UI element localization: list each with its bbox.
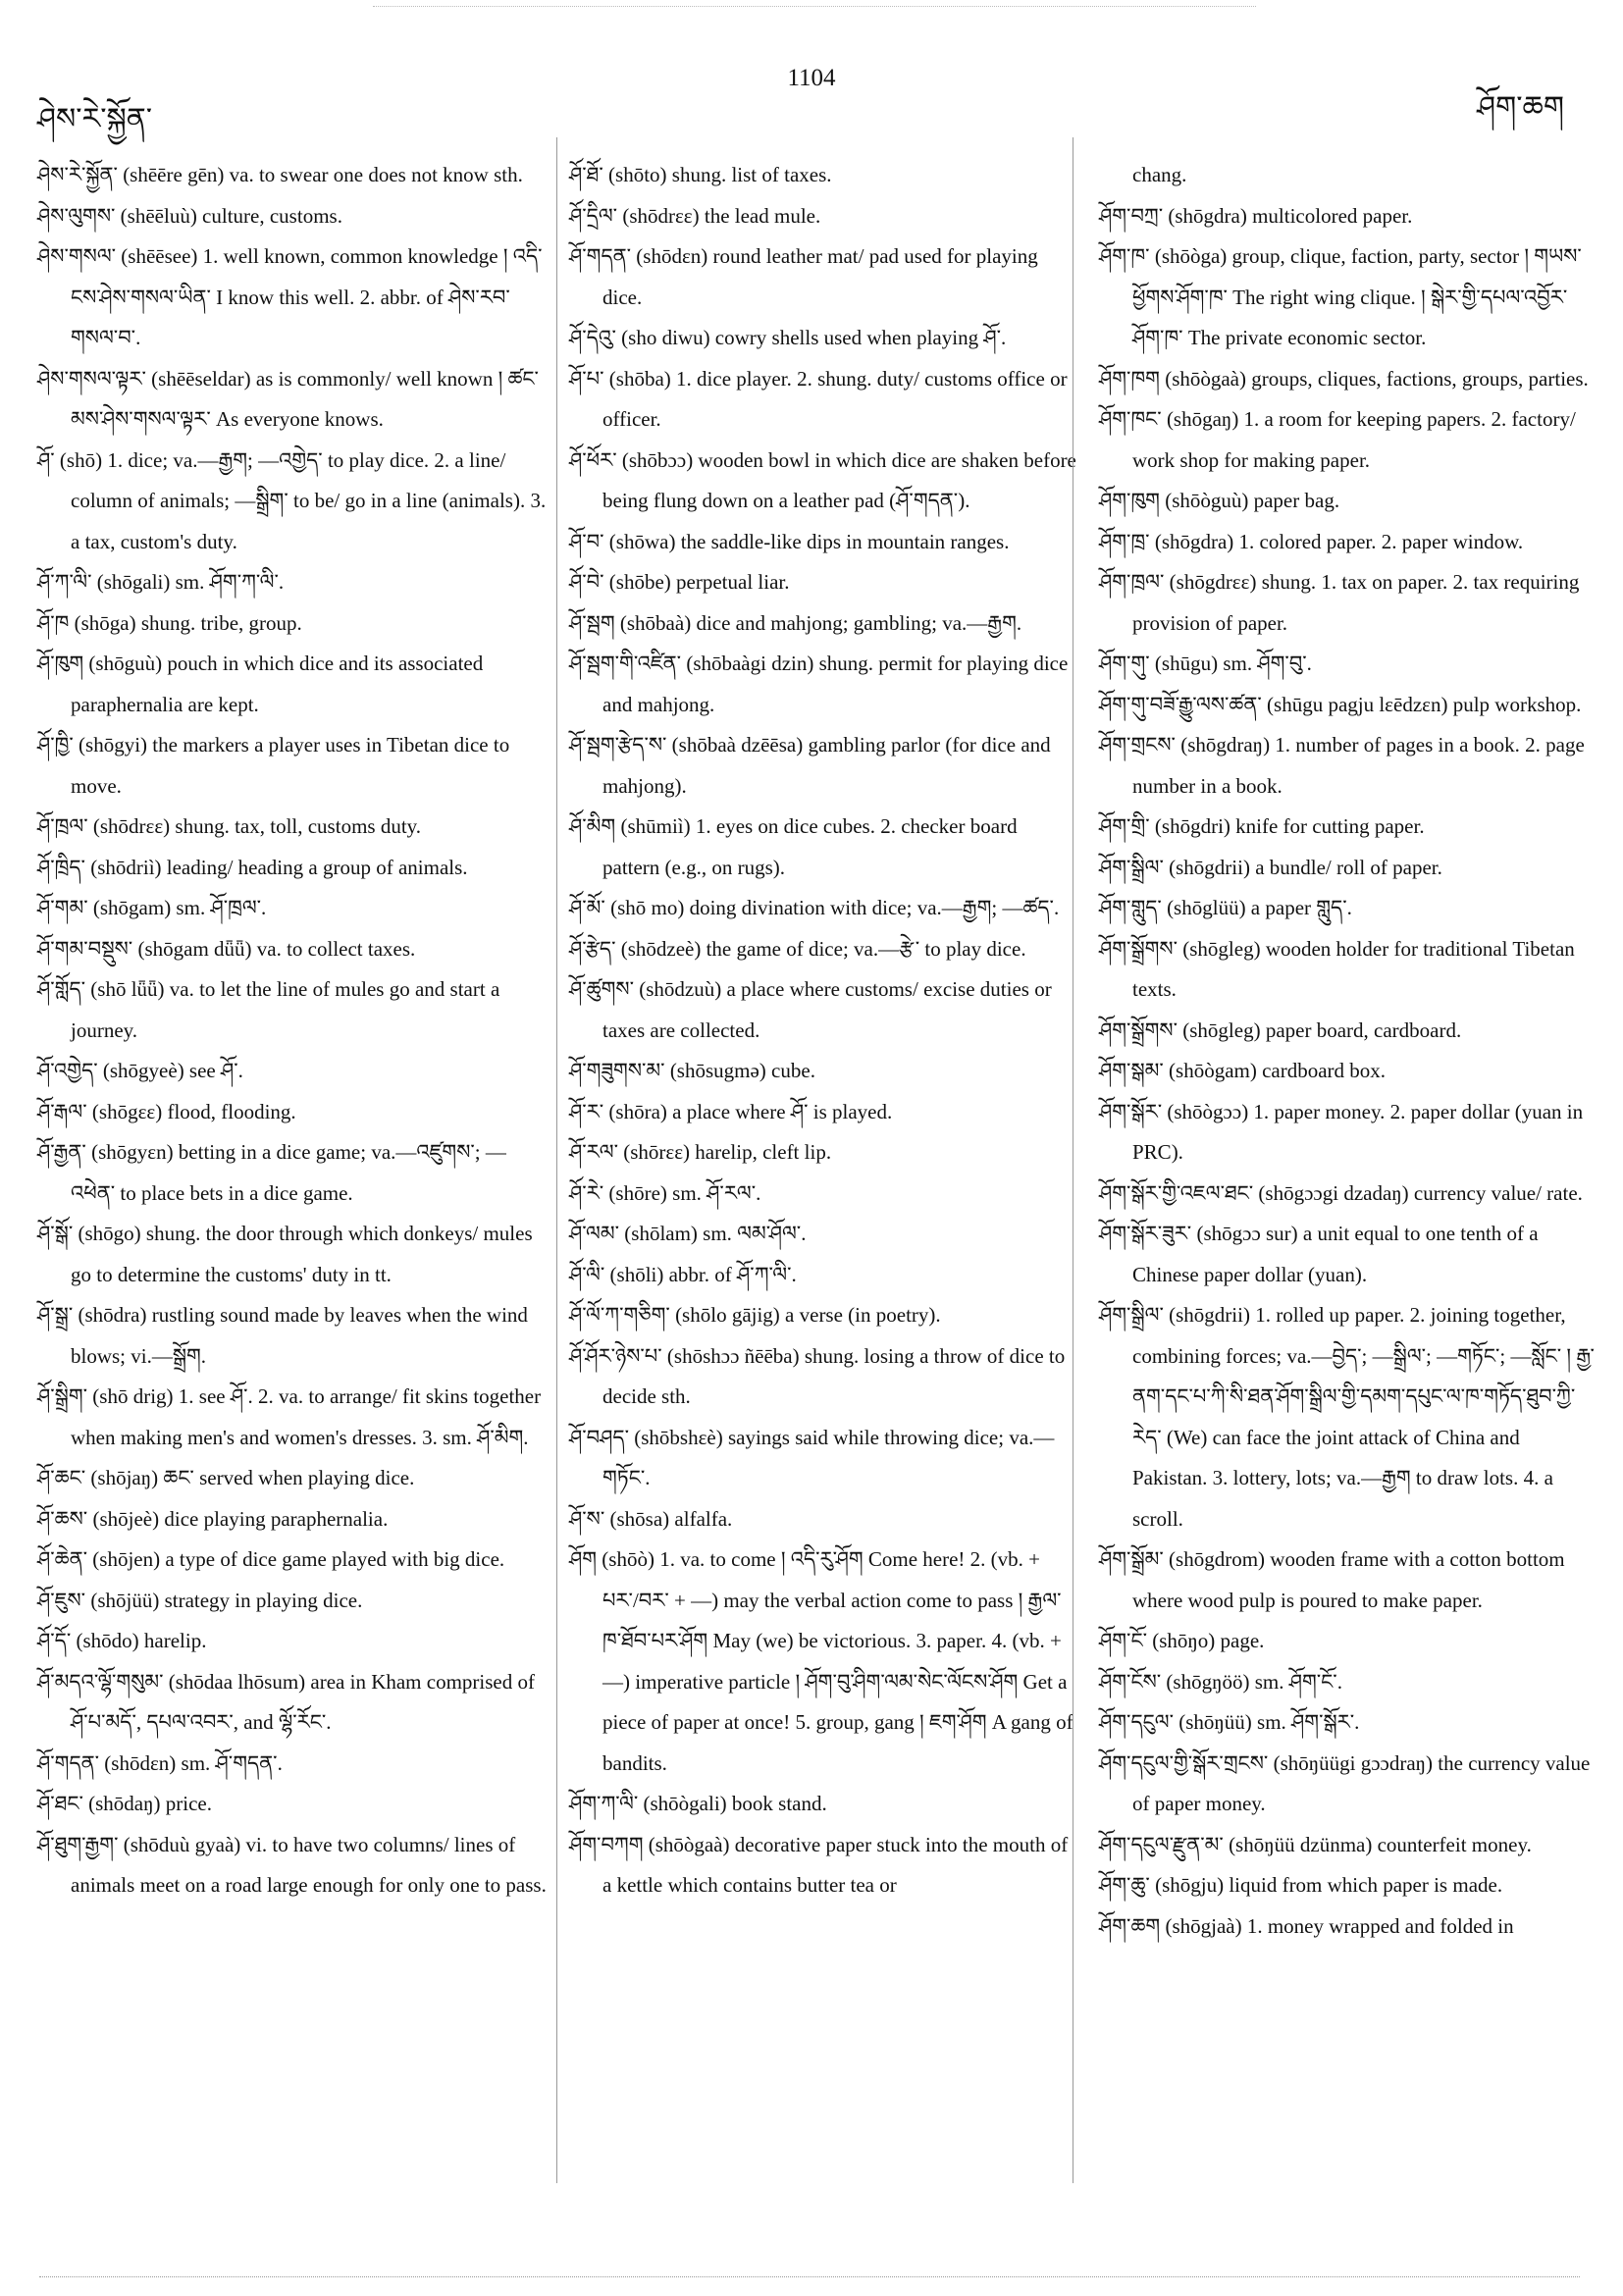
dictionary-entry: ཤོག་སྒོར་ཟུར་ (shōgɔɔ sur) a unit equal to one tenth of a Chinese paper dollar (yuan). [1099, 1222, 1539, 1286]
dictionary-entry: ཤོག་བཀྲ་ (shōgdra) multicolored paper. [1099, 203, 1413, 228]
bottom-edge-line [39, 2276, 1580, 2277]
dictionary-entry: ཤོག་དངུལ་རྫུན་མ་ (shōŋüü dzünma) counterfeit money. [1099, 1832, 1532, 1856]
dictionary-entry: ཤོ་ཁུག (shōguù) pouch in which dice and its associated paraphernalia are kept. [37, 652, 484, 716]
dictionary-entry: ཤོ་ཁྲིད་ (shōdriì) leading/ heading a group of animals. [37, 855, 468, 879]
dictionary-entry: ཤོག་སྒོར་ (shōògɔɔ) 1. paper money. 2. paper dollar (yuan in PRC). [1099, 1099, 1584, 1164]
dictionary-entry: ཤོག་ཁུག (shōòguù) paper bag. [1099, 489, 1340, 512]
dictionary-entry: ཤོ་ཆས་ (shōjeè) dice playing paraphernalia. [37, 1506, 389, 1531]
dictionary-entry: ཤོག་སྒྲོགས་ (shōgleg) wooden holder for traditional Tibetan texts. [1099, 936, 1575, 1001]
dictionary-entry: ཤོ་རེ་ (shōre) sm. ཤོ་རལ་. [569, 1180, 761, 1205]
dictionary-entry: ཤོག་ཆག (shōgjaà) 1. money wrapped and folded in [1099, 1913, 1514, 1938]
running-head-left: ཤེས་རེ་སྐྱོན་ [37, 103, 153, 135]
dictionary-entry: ཤོ་རལ་ (shōrɛɛ) harelip, cleft lip. [569, 1140, 832, 1164]
column-1 [37, 155, 548, 1906]
dictionary-entry: ཤོག་སྒྲིལ་ (shōgdrii) 1. rolled up paper. 2. joining together, combining forces; va.—བྱེད་; —སྒྲིལ་; —གཏོང་; —སློང་ ། རྒྱ་ནག་དང་པ་ཀི་སི་ཐན་ཤོག་སྒྲིལ་གྱི་དམག་དཔུང་ལ་ཁ་གཏོད་ཐུབ་ཀྱི་རེད་ (We) can face the joint attack of China and Pakistan. 3. lottery, lots; va.—རྒྱག to draw lots. 4. a scroll. [1099, 1303, 1595, 1531]
dictionary-entry: ཤོག་དངུལ་གྱི་སྒོར་གྲངས་ (shōŋüügi gɔɔdraŋ) the currency value of paper money. [1099, 1750, 1591, 1815]
dictionary-entry: ཤོ་སྒྲ་ (shōdra) rustling sound made by leaves when the wind blows; vi.—སྒྲོག. [37, 1303, 528, 1368]
dictionary-entry: ཤོ་ལི་ (shōli) abbr. of ཤོ་ཀ་ལི་. [569, 1262, 797, 1286]
dictionary-entry: ཤོ་ར་ (shōra) a place where ཤོ་ is played. [569, 1099, 893, 1123]
dictionary-entry: ཤོག་ཀ་ལི་ (shōògali) book stand. [569, 1792, 827, 1815]
dictionary-entry: ཤོག་ཁག (shōògaà) groups, cliques, factions, groups, parties. [1099, 366, 1589, 391]
dictionary-entry: ཤོ་མིག (shūmiì) 1. eyes on dice cubes. 2. checker board pattern (e.g., on rugs). [569, 814, 1018, 879]
dictionary-entry: ཤོ་གམ་བསྡུས་ (shōgam dǖǖ) va. to collect taxes. [37, 936, 416, 961]
dictionary-entry: ཤོ་དོ་ (shōdo) harelip. [37, 1629, 207, 1652]
dictionary-entry: ཤོ་ཐང་ (shōdaŋ) price. [37, 1792, 212, 1815]
dictionary-entry: ཤོ་རྒྱན་ (shōgyɛn) betting in a dice game; va.—འཛུགས་; —འཕེན་ to place bets in a dice game. [37, 1140, 506, 1205]
dictionary-entry: ཤེས་གསལ་ (shēēsee) 1. well known, common knowledge ། འདི་ངས་ཤེས་གསལ་ཡིན་ I know this well. 2. abbr. of ཤེས་རབ་གསལ་བ་. [37, 244, 543, 349]
dictionary-entry: ཤོ་ཕོར་ (shōbɔɔ) wooden bowl in which dice are shaken before being flung down on a leather pad (ཤོ་གདན་). [569, 447, 1076, 512]
dictionary-entry: ཤོ་བཤད་ (shōbshɛè) sayings said while throwing dice; va.—གཏོང་. [569, 1425, 1055, 1489]
dictionary-entry: ཤོག་གྲངས་ (shōgdraŋ) 1. number of pages in a book. 2. page number in a book. [1099, 733, 1585, 798]
dictionary-entry: ཤོ་རྩེད་ (shōdzeè) the game of dice; va.—རྩེ་ to play dice. [569, 936, 1026, 961]
dictionary-entry: ཤོག་སྒོར་གྱི་འཇལ་ཐང་ (shōgɔɔgi dzadaŋ) currency value/ rate. [1099, 1180, 1583, 1205]
dictionary-entry: chang. [1132, 163, 1187, 186]
dictionary-entry: ཤོག་བཀག (shōògaà) decorative paper stuck into the mouth of a kettle which contains butter tea or [569, 1832, 1069, 1897]
page-number: 1104 [787, 65, 836, 91]
dictionary-entry: ཤོ་གདན་ (shōdɛn) sm. ཤོ་གདན་. [37, 1750, 283, 1775]
dictionary-entry: ཤོ་སྦག་གི་འཛིན་ (shōbaàgi dzin) shung. permit for playing dice and mahjong. [569, 652, 1069, 716]
dictionary-entry: ཤོ་ཆེན་ (shōjen) a type of dice game played with big dice. [37, 1547, 505, 1571]
dictionary-entry: ཤོག་ཁྲལ་ (shōgdrɛɛ) shung. 1. tax on paper. 2. tax requiring provision of paper. [1099, 570, 1580, 635]
dictionary-entry: ཤོ་པ་ (shōba) 1. dice player. 2. shung. duty/ customs office or officer. [569, 366, 1068, 431]
dictionary-entry: ཤོ་ཆང་ (shōjaŋ) ཆང་ served when playing dice. [37, 1466, 415, 1489]
dictionary-entry: ཤེས་རེ་སྐྱོན་ (shēēre gēn) va. to swear one does not know sth. [37, 163, 523, 186]
dictionary-entry: ཤོ་འགྱེད་ (shōgyeè) see ཤོ་. [37, 1059, 243, 1082]
column-2 [569, 155, 1079, 1906]
dictionary-entry: ཤོ་སྒྲིག་ (shō drig) 1. see ཤོ་. 2. va. to arrange/ fit skins together when making men's and women's dresses. 3. sm. ཤོ་མིག. [37, 1384, 542, 1449]
dictionary-entry: ཤོ་ཇུས་ (shōjüü) strategy in playing dice. [37, 1588, 363, 1612]
dictionary-entry: ཤོག་སྒམ་ (shōògam) cardboard box. [1099, 1059, 1387, 1082]
dictionary-entry: ཤོ་ས་ (shōsa) alfalfa. [569, 1506, 733, 1531]
dictionary-entry: ཤོ་ཤོར་ཉེས་པ་ (shōshɔɔ ñēēba) shung. losing a throw of dice to decide sth. [569, 1343, 1066, 1408]
dictionary-entry: ཤོག་སྒྲོམ་ (shōgdrom) wooden frame with a cotton bottom where wood pulp is poured to make paper. [1099, 1547, 1565, 1612]
dictionary-entry: ཤོ་ཐོ་ (shōto) shung. list of taxes. [569, 163, 832, 186]
dictionary-entry: ཤེས་གསལ་ལྟར་ (shēēseldar) as is commonly/ well known ། ཚང་མས་ཤེས་གསལ་ལྟར་ As everyone knows. [37, 366, 539, 431]
dictionary-entry: ཤོག་གུ་བཟོ་རྒྱུ་ལས་ཚན་ (shūgu pagju lɛēdzɛn) pulp workshop. [1099, 692, 1582, 716]
dictionary-entry: ཤོག་གླུད་ (shōglüü) a paper གླུད་. [1099, 896, 1352, 919]
dictionary-entry: ཤོག (shōò) 1. va. to come ། འདི་རུ་ཤོག Come here! 2. (vb. + པར་/བར་ + —) may the verbal action come to pass ། རྒྱལ་ཁ་ཐོབ་པར་ཤོག May (we) be victorious. 3. paper. 4. (vb. + —) imperative particle ། ཤོག་བུ་ཤིག་ལམ་སེང་ལོངས་ཤོག Get a piece of paper at once! 5. group, gang ། ཇག་ཤོག A gang of bandits. [569, 1547, 1073, 1775]
dictionary-entry: ཤོག་ངོས་ (shōgŋöö) sm. ཤོག་ངོ་. [1099, 1669, 1342, 1694]
dictionary-entry: ཤོ་ཁྲལ་ (shōdrɛɛ) shung. tax, toll, customs duty. [37, 814, 422, 838]
dictionary-entry: ཤོ་ཀ་ལི་ (shōgali) sm. ཤོག་ཀ་ལི་. [37, 570, 285, 594]
dictionary-entry: ཤོག་སྒྲིལ་ (shōgdrii) a bundle/ roll of paper. [1099, 855, 1442, 879]
dictionary-entry: ཤོག་ཆུ་ (shōgju) liquid from which paper is made. [1099, 1873, 1503, 1897]
dictionary-entry: ཤོ་གདན་ (shōdɛn) round leather mat/ pad used for playing dice. [569, 244, 1038, 309]
dictionary-entry: ཤོ་སྒོ་ (shōgo) shung. the door through which donkeys/ mules go to determine the customs' duty in tt. [37, 1222, 533, 1286]
dictionary-entry: ཤོ་ (shō) 1. dice; va.—རྒྱག; —འགྱེད་ to play dice. 2. a line/ column of animals; —སྒྲིག་ to be/ go in a line (animals). 3. a tax, custom's duty. [37, 447, 547, 553]
dictionary-entry: ཤོ་དེའུ་ (sho diwu) cowry shells used when playing ཤོ་. [569, 326, 1007, 349]
dictionary-entry: ཤོ་སྦག (shōbaà) dice and mahjong; gambling; va.—རྒྱག. [569, 610, 1022, 635]
dictionary-entry: ཤོ་མདའ་ལྷོ་གསུམ་ (shōdaa lhōsum) area in Kham comprised of ཤོ་པ་མདོ་, དཔལ་འབར་, and ལྷོ་རོང་. [37, 1669, 535, 1734]
dictionary-entry: ཤོ་བ་ (shōwa) the saddle-like dips in mountain ranges. [569, 529, 1010, 553]
running-head-right: ཤོག་ཆག [1477, 91, 1564, 124]
dictionary-entry: ཤོ་ཐུག་རྒྱག་ (shōduù gyaà) vi. to have two columns/ lines of animals meet on a road large enough for only one to pass. [37, 1832, 547, 1897]
dictionary-entry: ཤོ་དྲིལ་ (shōdrɛɛ) the lead mule. [569, 203, 821, 228]
dictionary-entry: ཤེས་ལུགས་ (shēēluù) culture, customs. [37, 203, 342, 228]
column-3 [1099, 155, 1595, 1947]
top-edge-line [373, 6, 1256, 7]
dictionary-entry: ཤོག་གུ་ (shūgu) sm. ཤོག་བུ་. [1099, 652, 1312, 675]
dictionary-entry: ཤོག་ཁྲ་ (shōgdra) 1. colored paper. 2. paper window. [1099, 529, 1524, 553]
dictionary-entry: ཤོ་གམ་ (shōgam) sm. ཤོ་ཁྲལ་. [37, 896, 267, 919]
dictionary-entry: ཤོ་ལམ་ (shōlam) sm. ལམ་ཤོལ་. [569, 1222, 807, 1245]
dictionary-entry: ཤོ་མོ་ (shō mo) doing divination with dice; va.—རྒྱག; —ཚད་. [569, 896, 1060, 919]
column-divider [556, 137, 557, 2183]
dictionary-entry: ཤོག་སྒྲོགས་ (shōgleg) paper board, cardboard. [1099, 1018, 1462, 1042]
dictionary-entry: ཤོ་ཁྱི་ (shōgyi) the markers a player uses in Tibetan dice to move. [37, 733, 510, 798]
dictionary-entry: ཤོ་རྒལ་ (shōgɛɛ) flood, flooding. [37, 1099, 296, 1123]
dictionary-entry: ཤོག་ངོ་ (shōŋo) page. [1099, 1629, 1265, 1652]
dictionary-entry: ཤོ་བེ་ (shōbe) perpetual liar. [569, 570, 790, 594]
dictionary-entry: ཤོ་ལོ་ཀ་གཅིག་ (shōlo gājig) a verse (in poetry). [569, 1303, 941, 1327]
dictionary-entry: ཤོ་གཟུགས་མ་ (shōsugmə) cube. [569, 1059, 815, 1082]
dictionary-entry: ཤོག་ཁ་ (shōòga) group, clique, faction, party, sector ། གཡས་ཕྱོགས་ཤོག་ཁ་ The right wing clique. ། སྒེར་གྱི་དཔལ་འབྱོར་ཤོག་ཁ་ The private economic sector. [1099, 244, 1582, 349]
dictionary-entry: ཤོ་ཚུགས་ (shōdzuù) a place where customs/ excise duties or taxes are collected. [569, 977, 1052, 1042]
dictionary-entry: ཤོ་གློད་ (shō lǖǖ) va. to let the line of mules go and start a journey. [37, 977, 500, 1042]
dictionary-entry: ཤོག་གྲི་ (shōgdri) knife for cutting paper. [1099, 814, 1425, 838]
dictionary-entry: ཤོག་ཁང་ (shōgaŋ) 1. a room for keeping papers. 2. factory/ work shop for making paper. [1099, 407, 1576, 472]
dictionary-entry: ཤོ་སྦག་རྩེད་ས་ (shōbaà dzēēsa) gambling parlor (for dice and mahjong). [569, 733, 1051, 798]
dictionary-entry: ཤོག་དངུལ་ (shōŋüü) sm. ཤོག་སྒོར་. [1099, 1710, 1360, 1734]
dictionary-entry: ཤོ་ཁ (shōga) shung. tribe, group. [37, 610, 302, 635]
